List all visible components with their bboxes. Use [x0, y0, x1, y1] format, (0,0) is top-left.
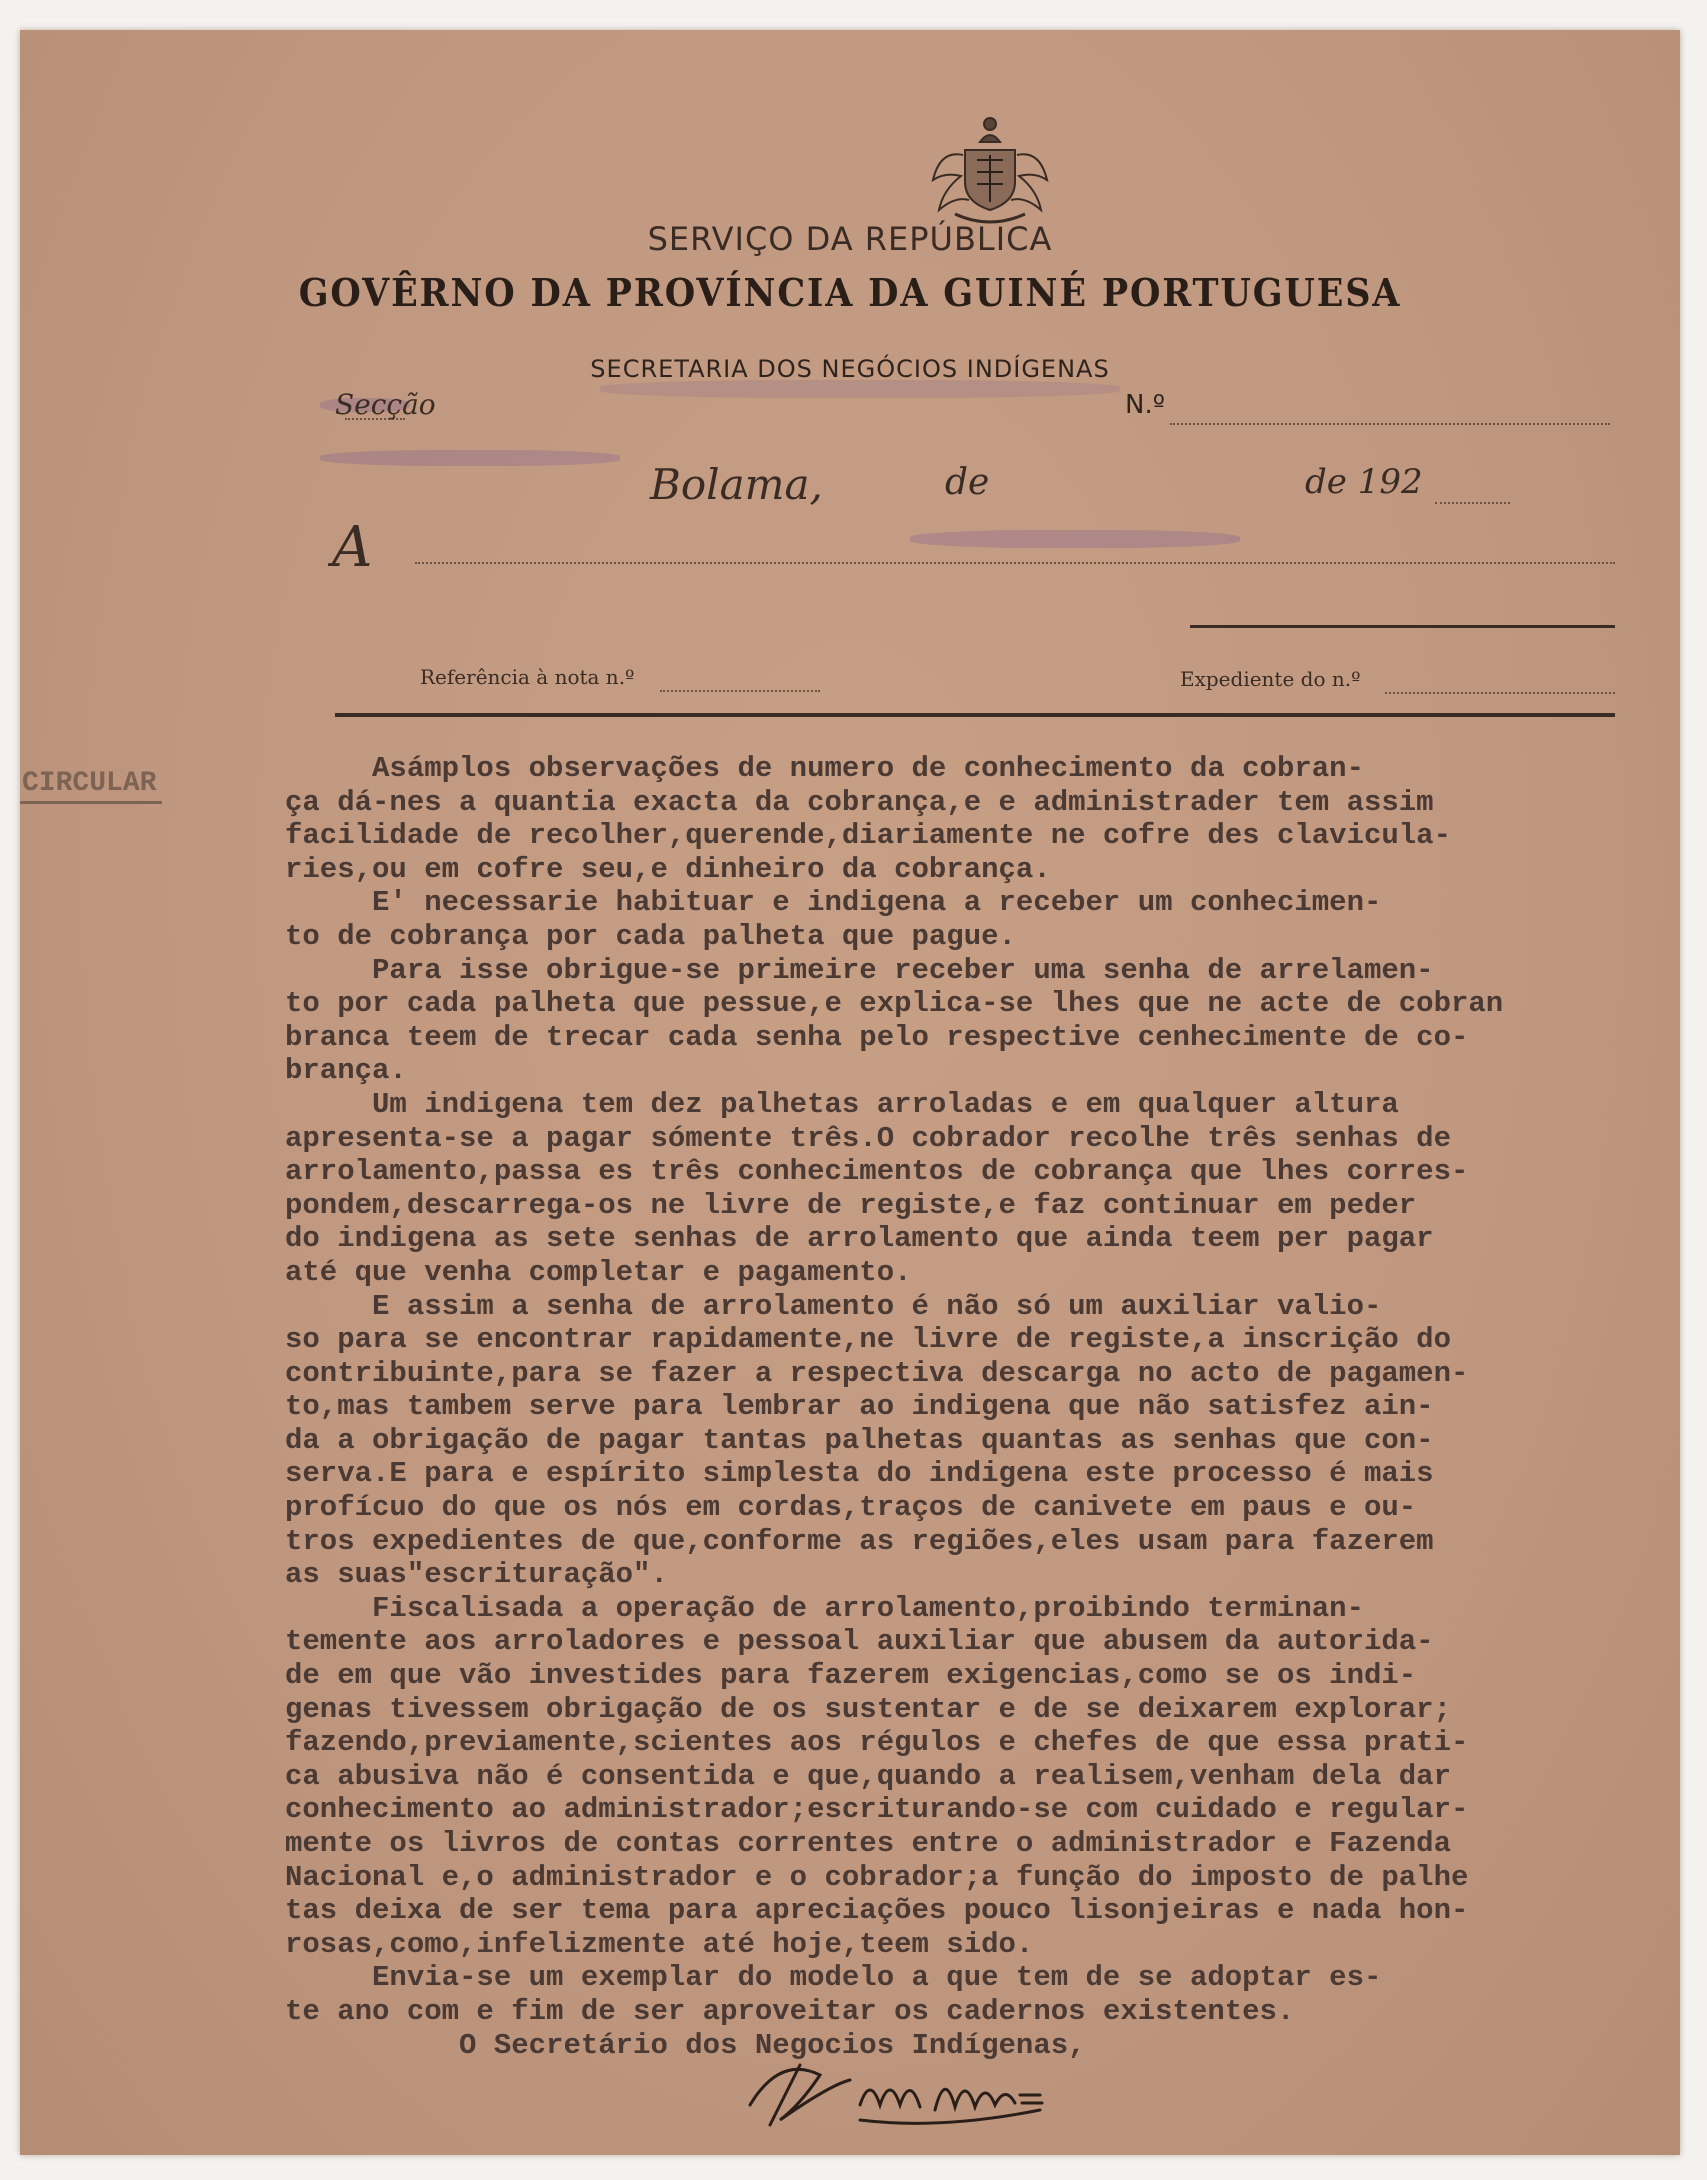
circular-margin-label: CIRCULAR — [20, 768, 162, 804]
body-line: facilidade de recolher,querende,diariamente ne cofre des clavicula- — [285, 819, 1451, 853]
ink-stamp-smudge — [320, 450, 620, 466]
body-line: Um indigena tem dez palhetas arroladas e em qualquer altura — [285, 1087, 1399, 1121]
body-line: temente aos arroladores e pessoal auxiliar que abusem da autorida- — [285, 1625, 1434, 1659]
body-line: da a obrigação de pagar tantas palhetas quantas as senhas que con- — [285, 1423, 1434, 1457]
ink-stamp-smudge — [600, 380, 1120, 398]
reference-label: Referência à nota n.º — [420, 665, 635, 689]
body-line: as suas"escrituração". — [285, 1558, 668, 1592]
service-heading: SERVIÇO DA REPÚBLICA — [647, 220, 1053, 258]
numero-label: N.º — [1125, 390, 1165, 420]
document-page — [20, 30, 1680, 2155]
body-line: tros expedientes de que,conforme as regiões,eles usam para fazerem — [285, 1524, 1434, 1558]
body-line: fazendo,previamente,scientes aos régulos e chefes de que essa prati- — [285, 1726, 1469, 1760]
body-line: pondem,descarrega-os ne livre de registe,e faz continuar em peder — [285, 1188, 1417, 1222]
expediente-label: Expediente do n.º — [1180, 667, 1361, 691]
date-de-label: de — [945, 462, 990, 503]
body-line: te ano com e fim de ser aproveitar os cadernos existentes. — [285, 1994, 1295, 2028]
body-line: de em que vão investides para fazerem exigencias,como se os indi- — [285, 1659, 1417, 1693]
body-line: ça dá-nes a quantia exacta da cobrança,e e administrader tem assim — [285, 785, 1434, 819]
body-line: Fiscalisada a operação de arrolamento,proibindo terminan- — [285, 1591, 1364, 1625]
coat-of-arms-emblem — [925, 110, 1055, 230]
body-line: genas tivessem obrigação de os sustentar e de se deixarem explorar; — [285, 1692, 1451, 1726]
body-line: O Secretário dos Negocios Indígenas, — [285, 2028, 1086, 2062]
body-line: Para isse obrigue-se primeire receber uma senha de arrelamen- — [285, 953, 1434, 987]
body-line: do indigena as sete senhas de arrolamento que ainda teem per pagar — [285, 1222, 1434, 1256]
body-line: arrolamento,passa es três conhecimentos de cobrança que lhes corres- — [285, 1155, 1469, 1189]
body-line: rosas,como,infelizmente até hoje,teem sido. — [285, 1927, 1034, 1961]
addressee-underline — [1190, 625, 1615, 628]
body-line: contribuinte,para se fazer a respectiva descarga no acto de pagamen- — [285, 1356, 1469, 1390]
body-line: so para se encontrar rapidamente,ne livre de registe,a inscrição do — [285, 1323, 1451, 1357]
place-label: Bolama, — [650, 460, 823, 509]
body-line: apresenta-se a pagar sómente três.O cobrador recolhe três senhas de — [285, 1121, 1451, 1155]
secretariat-heading: SECRETARIA DOS NEGÓCIOS INDÍGENAS — [590, 355, 1110, 383]
government-heading: GOVÊRNO DA PROVÍNCIA DA GUINÉ PORTUGUESA — [298, 270, 1402, 315]
body-line: até que venha completar e pagamento. — [285, 1255, 912, 1289]
year-line — [1435, 502, 1510, 504]
body-line: branca teem de trecar cada senha pelo respective cenhecimente de co- — [285, 1020, 1469, 1054]
secao-label: Secção — [335, 388, 436, 421]
body-line: mente os livros de contas correntes entre o administrador e Fazenda — [285, 1827, 1451, 1860]
addressee-label: A — [332, 515, 373, 580]
circular-body-text — [285, 752, 1675, 2062]
body-line: conhecimento ao administrador;escriturando-se com cuidado e regular- — [285, 1793, 1469, 1827]
body-line: to,mas tambem serve para lembrar ao indigena que não satisfez ain- — [285, 1390, 1434, 1424]
header-divider — [335, 713, 1615, 717]
handwritten-signature — [740, 2035, 1070, 2130]
year-label: de 192 — [1305, 462, 1423, 502]
numero-line — [1170, 423, 1610, 425]
body-line: to por cada palheta que pessue,e explica-se lhes que ne acte de cobran — [285, 987, 1504, 1021]
body-line: ries,ou em cofre seu,e dinheiro da cobrança. — [285, 852, 1051, 886]
body-line: ca abusiva não é consentida e que,quando a realisem,venham dela dar — [285, 1759, 1451, 1793]
body-line: Envia-se um exemplar do modelo a que tem de se adoptar es- — [285, 1961, 1382, 1995]
body-line: brança. — [285, 1054, 407, 1088]
body-line: Asámplos observações de numero de conhecimento da cobran- — [285, 752, 1364, 785]
body-line: serva.E para e espírito simplesta do indigena este processo é mais — [285, 1457, 1434, 1491]
body-line: to de cobrança por cada palheta que pague. — [285, 919, 1016, 953]
reference-line — [660, 690, 820, 692]
body-line: E assim a senha de arrolamento é não só um auxiliar valio- — [285, 1289, 1382, 1323]
ink-stamp-smudge — [910, 530, 1240, 548]
body-line: profícuo do que os nós em cordas,traços de canivete em paus e ou- — [285, 1491, 1417, 1525]
body-line: Nacional e,o administrador e o cobrador;a função do imposto de palhe — [285, 1860, 1469, 1894]
body-line: tas deixa de ser tema para apreciações pouco lisonjeiras e nada hon- — [285, 1894, 1469, 1928]
body-line: E' necessarie habituar e indigena a receber um conhecimen- — [285, 886, 1382, 920]
expediente-line — [1385, 692, 1615, 694]
addressee-line — [415, 562, 1615, 564]
